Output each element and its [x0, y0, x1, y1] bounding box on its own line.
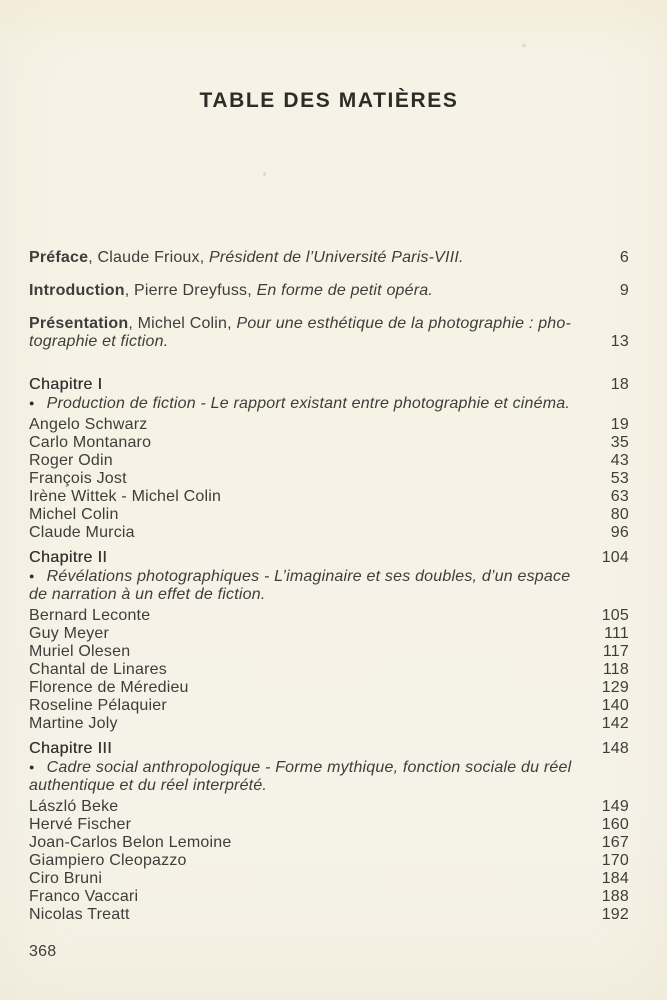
front-matter-entry [29, 249, 629, 267]
chapter-description-text: de narration à un effet de fiction. [29, 586, 266, 603]
author-row [29, 470, 629, 488]
front-matter-entry-text [29, 249, 620, 267]
bullet-icon: ● [29, 398, 35, 408]
front-matter-entry [29, 282, 629, 300]
folio-page-number: 368 [29, 943, 57, 960]
entry-line [29, 333, 599, 351]
author-page-number: 117 [602, 643, 629, 660]
author-row [29, 870, 629, 888]
author-row [29, 643, 629, 661]
entry-subtitle-text: Président de l’Université Paris-VIII. [209, 249, 464, 266]
chapter-block [29, 549, 629, 733]
author-name: François Jost [29, 470, 127, 487]
author-name: Michel Colin [29, 506, 119, 523]
entry-body-text: , Michel Colin, [128, 315, 237, 332]
entry-subtitle-text: Pour une esthétique de la photographie : pho- [236, 315, 572, 332]
author-name: László Beke [29, 798, 119, 815]
author-page-number: 118 [602, 661, 629, 678]
author-name: Claude Murcia [29, 524, 135, 541]
chapter-page-number: 104 [601, 549, 629, 566]
page-number: 6 [619, 249, 629, 266]
chapters-section [29, 376, 629, 924]
author-page-number: 184 [601, 870, 629, 887]
chapter-heading-row [29, 549, 629, 567]
chapter-description-text: authentique et du réel interprété. [29, 777, 268, 794]
chapter-block [29, 376, 629, 542]
chapter-description [29, 394, 629, 413]
author-name: Hervé Fischer [29, 816, 132, 833]
author-row [29, 798, 629, 816]
entry-body-text: , Claude Frioux, [88, 249, 210, 266]
author-page-number: 170 [601, 852, 629, 869]
entry-label-text: Présentation [29, 315, 129, 332]
author-row [29, 488, 629, 506]
author-page-number: 105 [601, 607, 629, 624]
author-row [29, 625, 629, 643]
chapter-heading: Chapitre I [29, 376, 103, 393]
author-page-number: 35 [610, 434, 629, 451]
author-page-number: 129 [601, 679, 629, 696]
entry-label-text: Préface [29, 249, 89, 266]
author-page-number: 111 [604, 625, 629, 642]
author-page-number: 188 [601, 888, 629, 905]
front-matter-section [29, 249, 629, 351]
author-name: Muriel Olesen [29, 643, 131, 660]
author-name: Bernard Leconte [29, 607, 151, 624]
author-row [29, 852, 629, 870]
front-matter-entry [29, 315, 629, 351]
author-row [29, 679, 629, 697]
author-page-number: 43 [610, 452, 629, 469]
chapter-heading-row [29, 376, 629, 394]
bullet-icon: ● [29, 762, 35, 772]
chapter-description-line [29, 567, 629, 586]
author-row [29, 434, 629, 452]
front-matter-entry-text [29, 315, 611, 351]
author-name: Florence de Méredieu [29, 679, 189, 696]
entry-line [29, 315, 599, 333]
author-name: Carlo Montanaro [29, 434, 152, 451]
page-title: TABLE DES MATIÈRES [199, 89, 459, 112]
chapter-description-line [29, 586, 629, 604]
author-row [29, 661, 629, 679]
front-matter-entry-text [29, 282, 620, 300]
chapter-description-text: Production de fiction - Le rapport existant entre photographie et cinéma. [46, 395, 570, 412]
chapter-heading: Chapitre III [29, 740, 113, 757]
author-name: Martine Joly [29, 715, 118, 732]
author-row [29, 607, 629, 625]
page-number: 13 [610, 333, 629, 350]
author-row [29, 888, 629, 906]
chapter-description-line [29, 758, 629, 777]
chapter-description [29, 758, 629, 795]
chapter-description-text: Cadre social anthropologique - Forme mythique, fonction sociale du réel [46, 759, 572, 776]
author-page-number: 19 [610, 416, 629, 433]
author-name: Roger Odin [29, 452, 113, 469]
author-row [29, 816, 629, 834]
chapter-page-number: 148 [601, 740, 629, 757]
author-row [29, 834, 629, 852]
author-name: Roseline Pélaquier [29, 697, 167, 714]
chapter-heading-row [29, 740, 629, 758]
chapter-description [29, 567, 629, 604]
author-name: Guy Meyer [29, 625, 110, 642]
entry-subtitle-text: tographie et fiction. [29, 333, 169, 350]
author-name: Giampiero Cleopazzo [29, 852, 187, 869]
author-page-number: 140 [601, 697, 629, 714]
entry-line [29, 282, 608, 300]
author-page-number: 80 [610, 506, 629, 523]
author-name: Franco Vaccari [29, 888, 139, 905]
author-page-number: 149 [601, 798, 629, 815]
author-name: Chantal de Linares [29, 661, 167, 678]
chapter-block [29, 740, 629, 924]
chapter-description-line [29, 394, 629, 413]
author-row [29, 906, 629, 924]
entry-line [29, 249, 608, 267]
author-name: Ciro Bruni [29, 870, 103, 887]
chapter-page-number: 18 [610, 376, 629, 393]
entry-body-text: , Pierre Dreyfuss, [124, 282, 257, 299]
author-row [29, 506, 629, 524]
author-page-number: 96 [610, 524, 629, 541]
author-page-number: 63 [610, 488, 629, 505]
author-name: Angelo Schwarz [29, 416, 148, 433]
author-list [29, 607, 629, 733]
entry-label-text: Introduction [29, 282, 125, 299]
author-page-number: 142 [601, 715, 629, 732]
chapter-description-text: Révélations photographiques - L’imaginaire et ses doubles, d’un espace [46, 568, 571, 585]
author-list [29, 798, 629, 924]
entry-subtitle-text: En forme de petit opéra. [256, 282, 434, 299]
author-name: Joan-Carlos Belon Lemoine [29, 834, 232, 851]
page-number: 9 [619, 282, 629, 299]
chapter-description-line [29, 777, 629, 795]
chapter-heading: Chapitre II [29, 549, 108, 566]
author-page-number: 192 [601, 906, 629, 923]
author-row [29, 416, 629, 434]
author-row [29, 715, 629, 733]
author-page-number: 53 [610, 470, 629, 487]
author-name: Irène Wittek - Michel Colin [29, 488, 222, 505]
author-page-number: 167 [601, 834, 629, 851]
author-name: Nicolas Treatt [29, 906, 130, 923]
scan-speck [262, 172, 266, 177]
bullet-icon: ● [29, 571, 35, 581]
author-list [29, 416, 629, 542]
author-row [29, 452, 629, 470]
author-row [29, 524, 629, 542]
author-page-number: 160 [601, 816, 629, 833]
author-row [29, 697, 629, 715]
